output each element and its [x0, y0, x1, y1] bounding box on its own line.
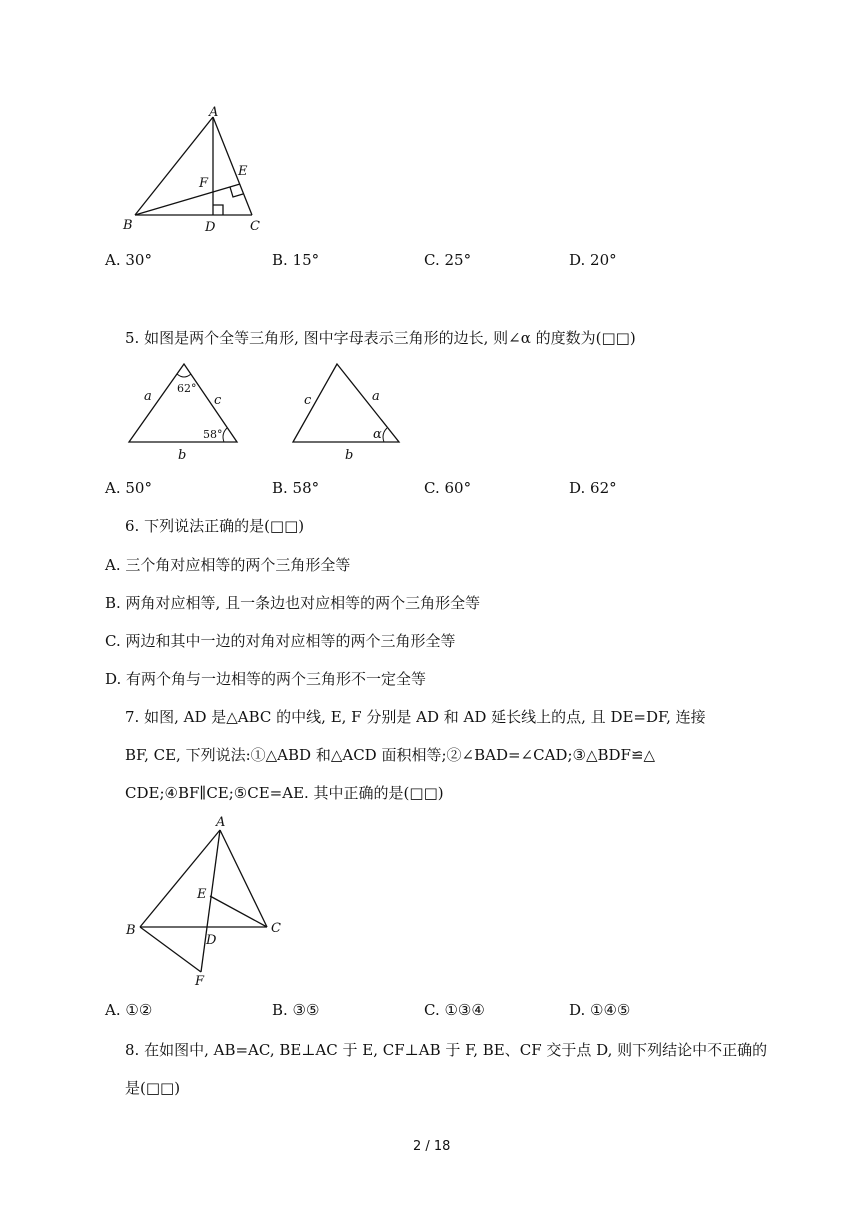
fig2-side-c: c	[304, 393, 312, 408]
segment-ce	[210, 896, 267, 927]
q5-option-d[interactable]: D. 62°	[569, 479, 617, 497]
label-d: D	[206, 933, 217, 948]
fig2-side-a: a	[372, 389, 380, 404]
q6-stem: 6. 下列说法正确的是(□□)	[125, 517, 305, 535]
q5-option-a[interactable]: A. 50°	[105, 479, 152, 497]
fig1-angle-top: 62°	[177, 382, 197, 395]
label-d: D	[205, 220, 216, 235]
q4-option-b[interactable]: B. 15°	[272, 251, 320, 269]
q7-option-c[interactable]: C. ①③④	[424, 1001, 485, 1019]
fig2-alpha: α	[373, 427, 382, 442]
segment-be	[135, 184, 240, 215]
segment-ab	[140, 830, 220, 927]
segment-ac	[220, 830, 267, 927]
q8-stem-line-2: 是(□□)	[125, 1079, 181, 1097]
q7-stem-line-1: 7. 如图, AD 是△ABC 的中线, E, F 分别是 AD 和 AD 延长线上的点, 且 DE=DF, 连接	[125, 708, 706, 726]
q6-option-d[interactable]: D. 有两个角与一边相等的两个三角形不一定全等	[105, 670, 427, 688]
q7-option-d[interactable]: D. ①④⑤	[569, 1001, 631, 1019]
q5-figure-2	[287, 358, 412, 468]
fig1-side-b: b	[178, 448, 187, 463]
fig1-angle-right: 58°	[203, 428, 223, 441]
q6-option-b[interactable]: B. 两角对应相等, 且一条边也对应相等的两个三角形全等	[105, 594, 481, 612]
q6-option-a[interactable]: A. 三个角对应相等的两个三角形全等	[105, 556, 351, 574]
q7-stem-line-2: BF, CE, 下列说法:①△ABD 和△ACD 面积相等;②∠BAD=∠CAD;③△BDF≌△	[125, 746, 656, 764]
q5-option-b[interactable]: B. 58°	[272, 479, 320, 497]
page-number: 2 / 18	[413, 1139, 451, 1154]
q7-figure	[120, 812, 295, 992]
q8-stem-line-1: 8. 在如图中, AB=AC, BE⊥AC 于 E, CF⊥AB 于 F, BE、CF 交于点 D, 则下列结论中不正确的	[125, 1041, 768, 1059]
segment-ab	[135, 117, 213, 215]
label-f: F	[199, 176, 209, 191]
q5-figure-1	[120, 358, 245, 468]
fig1-side-c: c	[214, 393, 222, 408]
q7-option-a[interactable]: A. ①②	[105, 1001, 153, 1019]
label-c: C	[250, 219, 260, 234]
label-f: F	[195, 974, 205, 989]
label-a: A	[216, 815, 226, 830]
label-b: B	[123, 218, 133, 233]
q4-option-a[interactable]: A. 30°	[105, 251, 152, 269]
q7-option-b[interactable]: B. ③⑤	[272, 1001, 320, 1019]
label-a: A	[209, 105, 219, 120]
q7-stem-line-3: CDE;④BF∥CE;⑤CE=AE. 其中正确的是(□□)	[125, 784, 444, 802]
fig1-side-a: a	[144, 389, 152, 404]
fig2-side-b: b	[345, 448, 354, 463]
label-b: B	[126, 923, 136, 938]
segment-bf	[140, 927, 201, 972]
label-e: E	[238, 164, 248, 179]
q4-figure	[115, 105, 285, 235]
q4-option-d[interactable]: D. 20°	[569, 251, 617, 269]
q4-option-c[interactable]: C. 25°	[424, 251, 472, 269]
label-c: C	[271, 921, 281, 936]
q6-option-c[interactable]: C. 两边和其中一边的对角对应相等的两个三角形全等	[105, 632, 456, 650]
right-angle-mark-d	[213, 205, 223, 215]
q5-option-c[interactable]: C. 60°	[424, 479, 472, 497]
label-e: E	[197, 887, 207, 902]
q5-stem: 5. 如图是两个全等三角形, 图中字母表示三角形的边长, 则∠α 的度数为(□□)	[125, 329, 636, 347]
